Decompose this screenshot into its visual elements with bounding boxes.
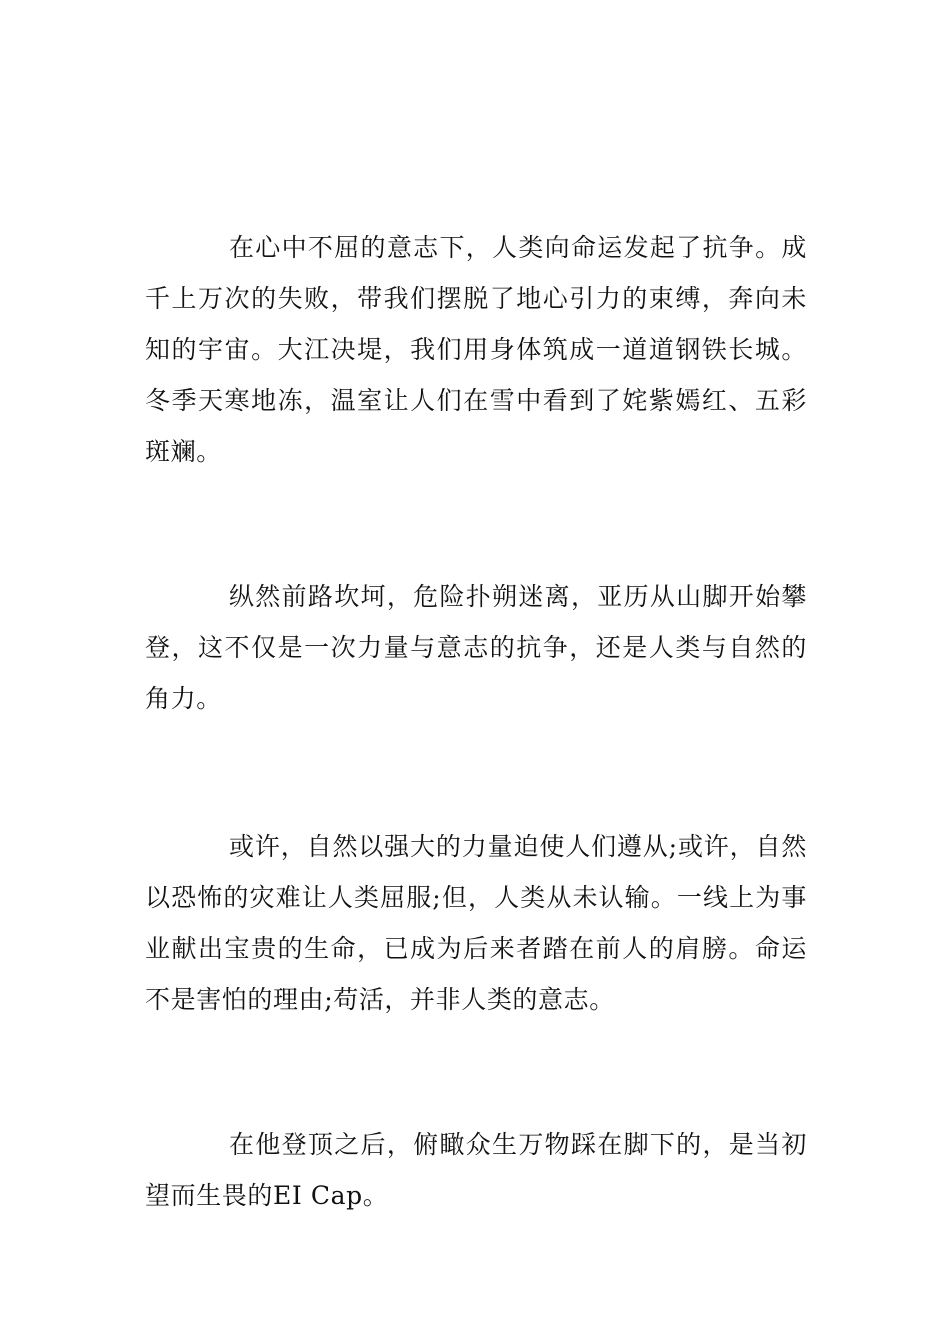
paragraph-4: 在他登顶之后，俯瞰众生万物踩在脚下的，是当初望而生畏的EI Cap。	[145, 1130, 807, 1210]
paragraph-2: 纵然前路坎坷，危险扑朔迷离，亚历从山脚开始攀登，这不仅是一次力量与意志的抗争，还是人类与自然的角力。	[145, 582, 807, 713]
paragraph-3: 或许，自然以强大的力量迫使人们遵从;或许，自然以恐怖的灾难让人类屈服;但，人类从未认输。一线上为事业献出宝贵的生命，已成为后来者踏在前人的肩膀。命运不是害怕的理由;苟活，并非人类的意志。	[145, 832, 807, 1014]
paragraph-1: 在心中不屈的意志下，人类向命运发起了抗争。成千上万次的失败，带我们摆脱了地心引力的束缚，奔向未知的宇宙。大江决堤，我们用身体筑成一道道钢铁长城。冬季天寒地冻，温室让人们在雪中看到了姹紫嫣红、五彩斑斓。	[145, 233, 807, 466]
